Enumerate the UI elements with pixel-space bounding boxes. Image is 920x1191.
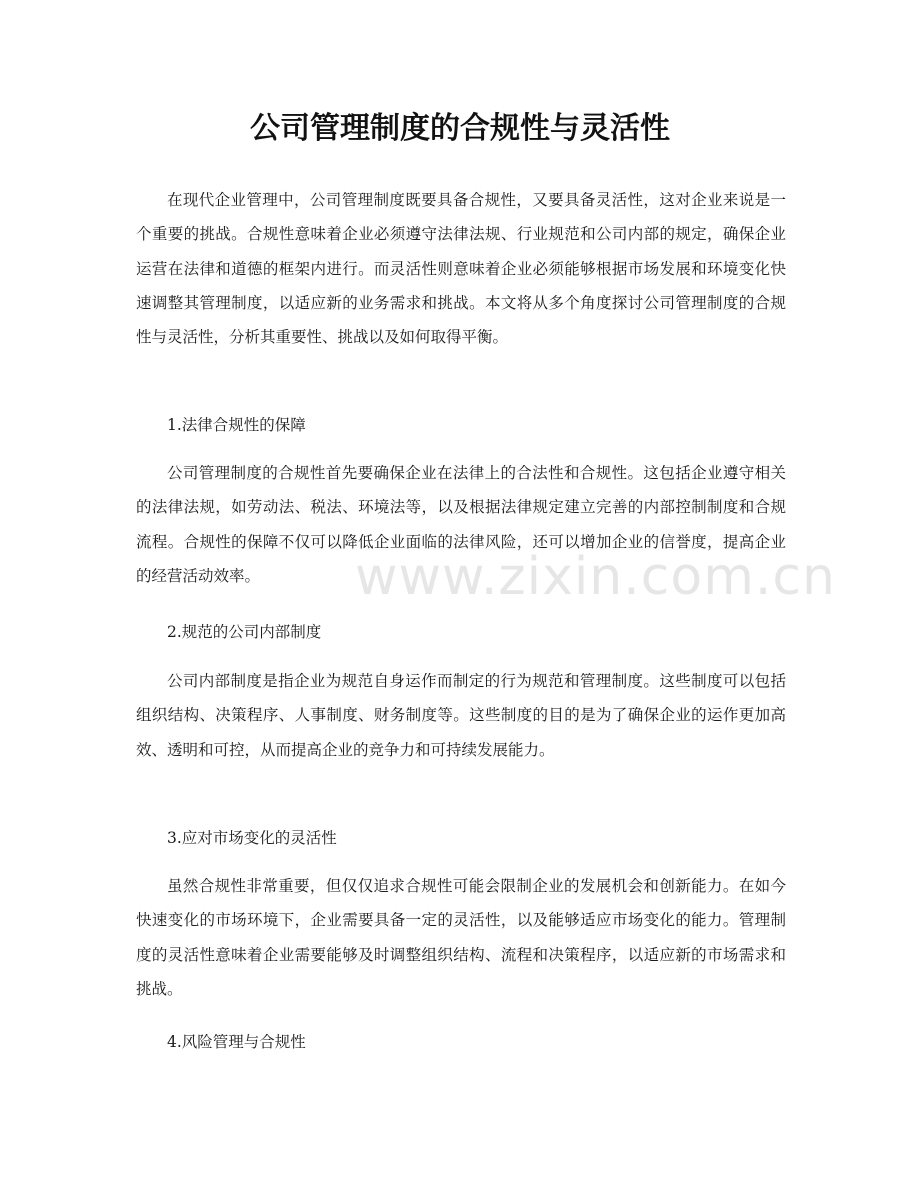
section-paragraph-2: 公司内部制度是指企业为规范自身运作而制定的行为规范和管理制度。这些制度可以包括组织结构、决策程序、人事制度、财务制度等。这些制度的目的是为了确保企业的运作更加高效、透明和可控，从而提高企业的竞争力和可持续发展能力。: [136, 672, 786, 759]
intro-paragraph: 在现代企业管理中，公司管理制度既要具备合规性，又要具备灵活性，这对企业来说是一个重要的挑战。合规性意味着企业必须遵守法律法规、行业规范和公司内部的规定，确保企业运营在法律和道德的框架内进行。而灵活性则意味着企业必须能够根据市场发展和环境变化快速调整其管理制度，以适应新的业务需求和挑战。本文将从多个角度探讨公司管理制度的合规性与灵活性，分析其重要性、挑战以及如何取得平衡。: [136, 191, 786, 347]
section-heading-2: 2.规范的公司内部制度: [167, 623, 322, 641]
section-heading-3: 3.应对市场变化的灵活性: [167, 829, 337, 847]
section-paragraph-3: 虽然合规性非常重要，但仅仅追求合规性可能会限制企业的发展机会和创新能力。在如今快速变化的市场环境下，企业需要具备一定的灵活性，以及能够适应市场变化的能力。管理制度的灵活性意味着企业需要能够及时调整组织结构、流程和决策程序，以适应新的市场需求和挑战。: [136, 877, 786, 998]
section-paragraph-1: 公司管理制度的合规性首先要确保企业在法律上的合法性和合规性。这包括企业遵守相关的法律法规，如劳动法、税法、环境法等，以及根据法律规定建立完善的内部控制制度和合规流程。合规性的保障不仅可以降低企业面临的法律风险，还可以增加企业的信誉度，提高企业的经营活动效率。: [136, 464, 786, 585]
section-heading-4: 4.风险管理与合规性: [167, 1033, 306, 1051]
section-heading-1: 1.法律合规性的保障: [167, 416, 306, 434]
document-title: 公司管理制度的合规性与灵活性: [250, 111, 670, 146]
watermark: www.zixin.com.cn: [355, 547, 836, 607]
